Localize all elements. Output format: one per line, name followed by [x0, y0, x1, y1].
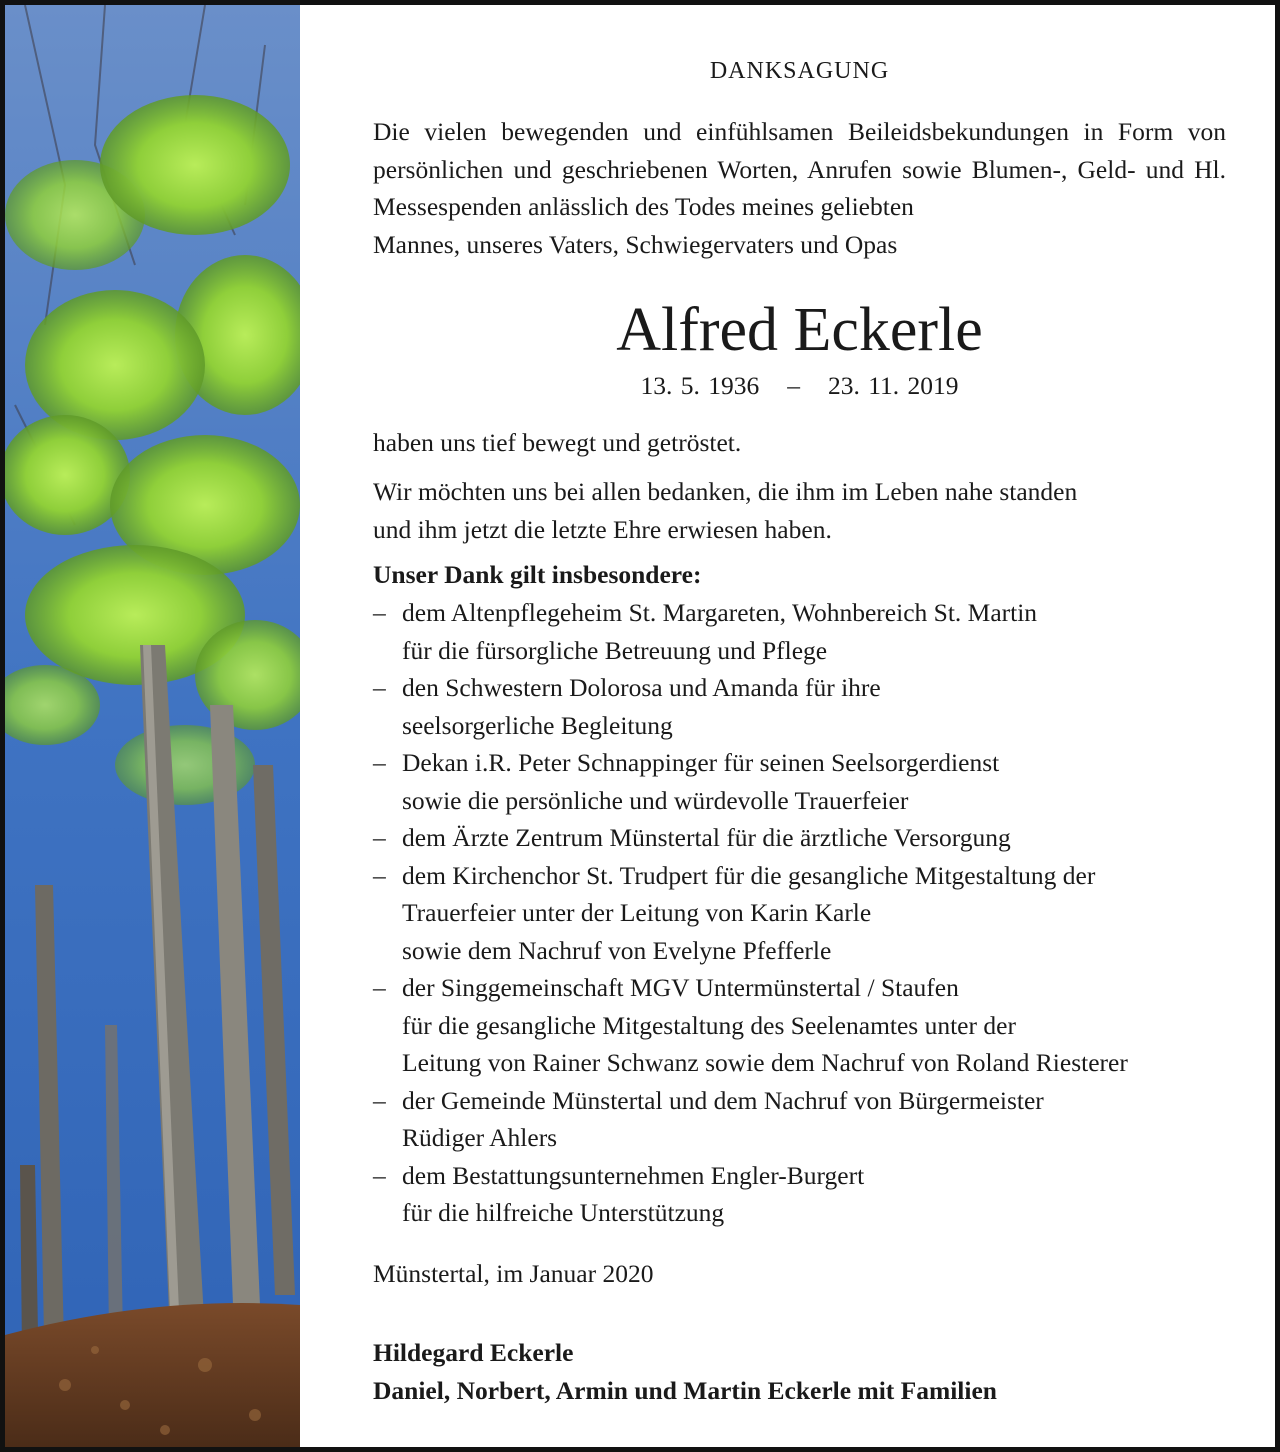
- signature-line: Daniel, Norbert, Armin und Martin Eckerle mit Familien: [373, 1375, 997, 1405]
- thanks-item: [373, 1157, 1233, 1232]
- signatures: [373, 1334, 997, 1409]
- thanks-item: [373, 1082, 1233, 1157]
- thanks-item-line: Trauerfeier unter der Leitung von Karin Karle: [402, 898, 872, 927]
- life-dates: [373, 371, 1226, 401]
- intro-line: Geld- und Hl. Messespenden anlässlich des Todes meines geliebten: [373, 154, 1227, 221]
- thanks-item: [373, 744, 1233, 819]
- thanks-item-line: dem Bestattungsunternehmen Engler-Burgert: [402, 1160, 865, 1190]
- intro-paragraph: [373, 113, 1226, 263]
- thanks-item-line: Rüdiger Ahlers: [402, 1123, 558, 1152]
- death-date: 23. 11. 2019: [827, 371, 959, 400]
- intro-line: von persönlichen und geschriebenen Worten, Anrufen sowie Blumen-,: [373, 117, 1226, 184]
- thanks-item-line: dem Kirchenchor St. Trudpert für die gesangliche Mitgestaltung der: [402, 860, 1096, 890]
- thanks-item-line: für die gesangliche Mitgestaltung des Seelenamtes unter der: [402, 1010, 1016, 1040]
- comfort-sentence: haben uns tief bewegt und getröstet.: [373, 428, 742, 457]
- forest-photo: [5, 5, 300, 1447]
- thanks-item-line: sowie dem Nachruf von Evelyne Pfefferle: [402, 935, 832, 965]
- intro-line: Die vielen bewegenden und einfühlsamen Beileidsbekundungen in Form: [373, 117, 1174, 146]
- thanks-item: [373, 819, 1233, 857]
- thanks-item: [373, 857, 1233, 970]
- thanks-line: Wir möchten uns bei allen bedanken, die ihm im Leben nahe standen: [373, 477, 1078, 506]
- dash-bullet: –: [373, 973, 386, 1002]
- dash-bullet: –: [373, 673, 386, 702]
- thanks-item: [373, 969, 1233, 1082]
- dash-bullet: –: [373, 1085, 386, 1115]
- thanks-line: und ihm jetzt die letzte Ehre erwiesen haben.: [373, 514, 832, 544]
- thanks-item-line: der Gemeinde Münstertal und dem Nachruf von Bürgermeister: [402, 1085, 1044, 1115]
- deceased-name: Alfred Eckerle: [616, 296, 983, 364]
- thanks-item-line: seelsorgerliche Begleitung: [402, 710, 673, 740]
- dash-bullet: –: [373, 823, 386, 852]
- thanks-item: [373, 669, 1233, 744]
- notice-heading: DANKSAGUNG: [709, 58, 890, 84]
- thanks-item-line: dem Altenpflegeheim St. Margareten, Wohnbereich St. Martin: [402, 598, 1038, 627]
- birth-date: 13. 5. 1936: [640, 371, 760, 400]
- thanks-item-line: dem Ärzte Zentrum Münstertal für die ärztliche Versorgung: [402, 823, 1011, 852]
- dash-bullet: –: [373, 1160, 386, 1190]
- forest-image: [5, 5, 300, 1447]
- dash-bullet: –: [373, 748, 386, 777]
- thanks-item-line: sowie die persönliche und würdevolle Trauerfeier: [402, 785, 909, 815]
- signature-line: Hildegard Eckerle: [373, 1338, 574, 1367]
- thanks-list: [373, 594, 1233, 1232]
- thanks-item-line: Leitung von Rainer Schwanz sowie dem Nachruf von Roland Riesterer: [402, 1048, 1128, 1077]
- place-and-date: Münstertal, im Januar 2020: [373, 1259, 654, 1288]
- thanks-paragraph: [373, 473, 1226, 548]
- thanks-item: [373, 594, 1233, 669]
- thanks-heading: Unser Dank gilt insbesondere:: [373, 560, 702, 589]
- intro-line: Mannes, unseres Vaters, Schwiegervaters und Opas: [373, 229, 898, 259]
- date-separator: –: [787, 371, 800, 400]
- thanks-item-line: Dekan i.R. Peter Schnappinger für seinen Seelsorgerdienst: [402, 748, 1000, 777]
- dash-bullet: –: [373, 860, 386, 890]
- dash-bullet: –: [373, 598, 386, 627]
- thanks-item-line: den Schwestern Dolorosa und Amanda für ihre: [402, 673, 881, 702]
- thanks-item-line: für die fürsorgliche Betreuung und Pflege: [402, 635, 828, 665]
- thanks-item-line: für die hilfreiche Unterstützung: [402, 1198, 725, 1227]
- thanks-item-line: der Singgemeinschaft MGV Untermünstertal / Staufen: [402, 973, 959, 1002]
